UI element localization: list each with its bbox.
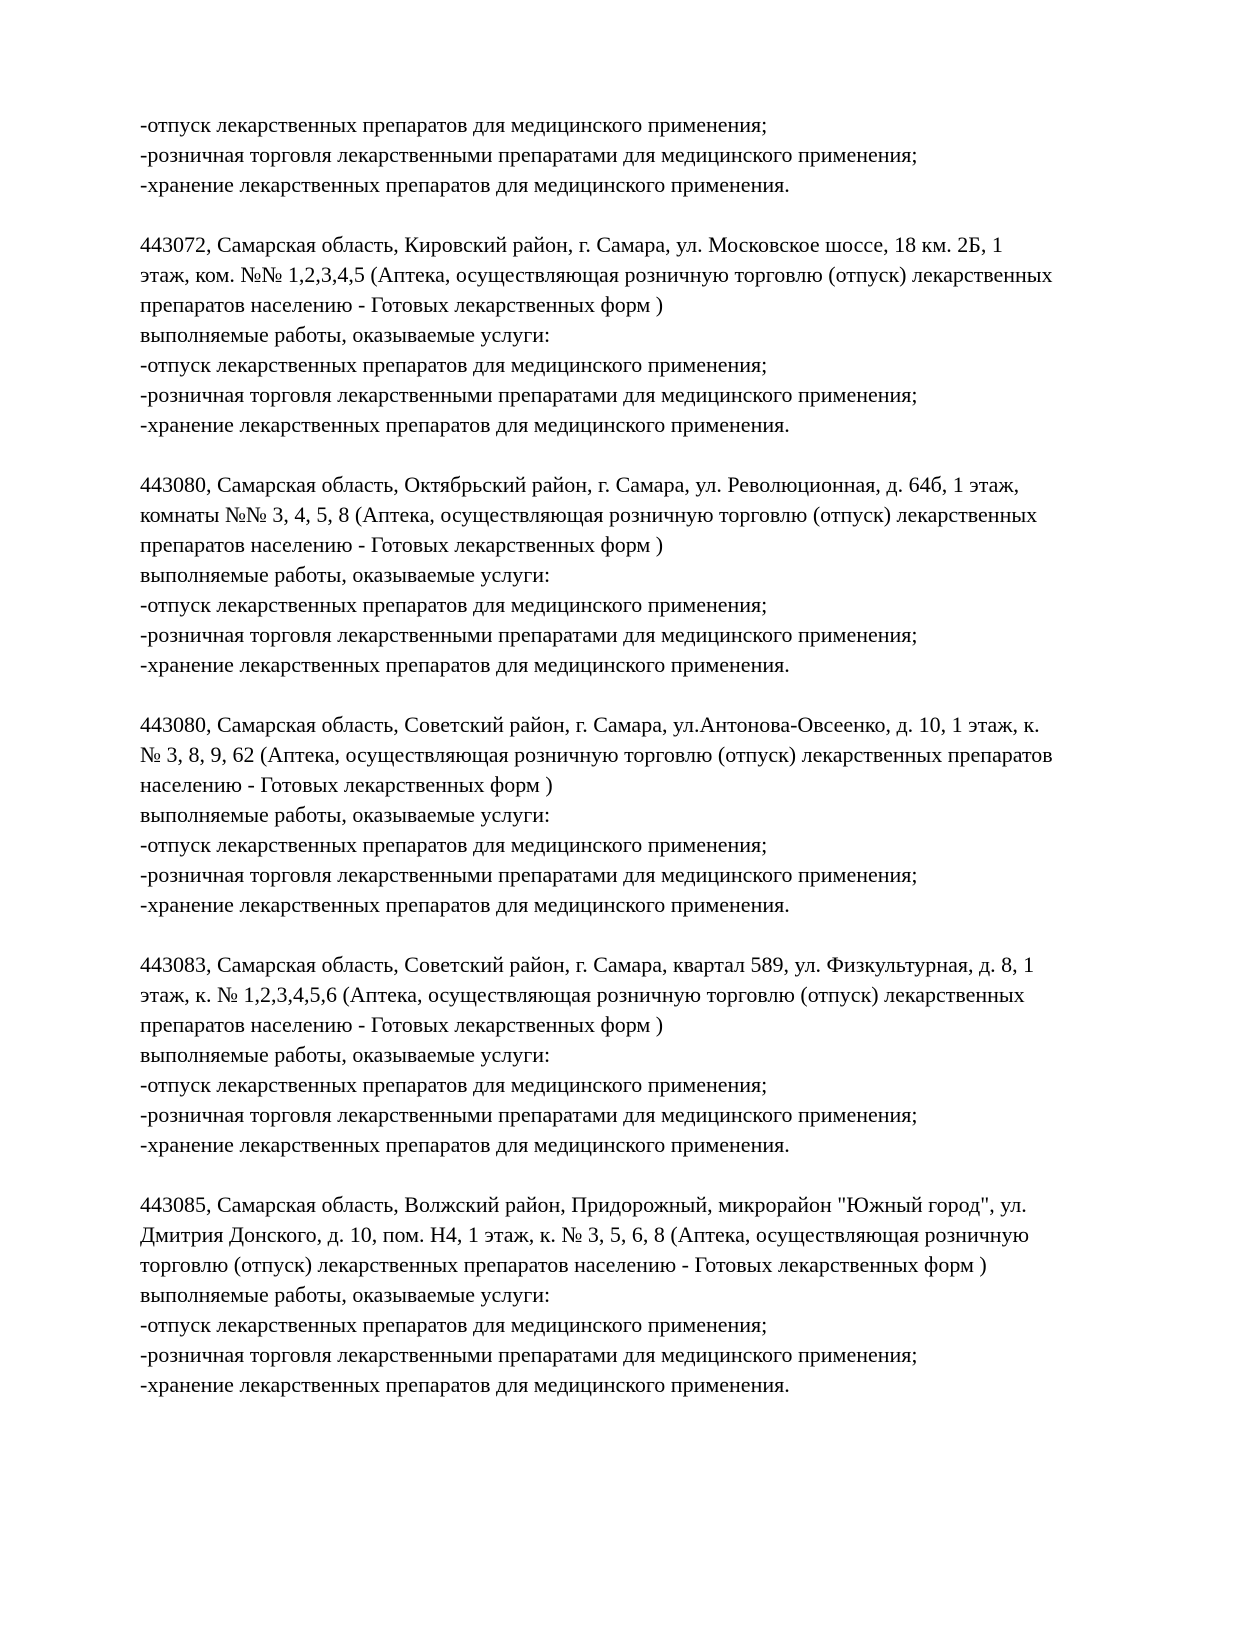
address-line: этаж, ком. №№ 1,2,3,4,5 (Аптека, осуществляющая розничную торговлю (отпуск) лекарственных [140, 262, 1053, 287]
services-header: выполняемые работы, оказываемые услуги: [140, 802, 551, 827]
activity-line: -отпуск лекарственных препаратов для медицинского применения; [140, 1072, 768, 1097]
address-line: № 3, 8, 9, 62 (Аптека, осуществляющая розничную торговлю (отпуск) лекарственных препаратов [140, 742, 1053, 767]
address-line: населению - Готовых лекарственных форм ) [140, 772, 553, 797]
license-entry-443085 [140, 1190, 1220, 1400]
license-entry-443083 [140, 950, 1220, 1160]
activity-line: -отпуск лекарственных препаратов для медицинского применения; [140, 1312, 768, 1337]
address-line: 443085, Самарская область, Волжский район, Придорожный, микрорайон "Южный город", ул. [140, 1192, 1027, 1217]
license-entry-443080-oktyabrsky [140, 470, 1220, 680]
activity-line: -отпуск лекарственных препаратов для медицинского применения; [140, 592, 768, 617]
activity-line: -хранение лекарственных препаратов для медицинского применения. [140, 1372, 790, 1397]
activity-line: -хранение лекарственных препаратов для медицинского применения. [140, 652, 790, 677]
address-line: комнаты №№ 3, 4, 5, 8 (Аптека, осуществляющая розничную торговлю (отпуск) лекарственных [140, 502, 1038, 527]
address-line: торговлю (отпуск) лекарственных препаратов населению - Готовых лекарственных форм ) [140, 1252, 987, 1277]
activity-line: -хранение лекарственных препаратов для медицинского применения. [140, 1132, 790, 1157]
address-line: 443080, Самарская область, Октябрьский район, г. Самара, ул. Революционная, д. 64б, 1 этаж, [140, 472, 1020, 497]
address-line: 443080, Самарская область, Советский район, г. Самара, ул.Антонова-Овсеенко, д. 10, 1 этаж, к. [140, 712, 1040, 737]
activity-line: -отпуск лекарственных препаратов для медицинского применения; [140, 832, 768, 857]
activity-line: -хранение лекарственных препаратов для медицинского применения. [140, 412, 790, 437]
services-header: выполняемые работы, оказываемые услуги: [140, 562, 551, 587]
address-line: 443072, Самарская область, Кировский район, г. Самара, ул. Московское шоссе, 18 км. 2Б, 1 [140, 232, 1003, 257]
address-line: этаж, к. № 1,2,3,4,5,6 (Аптека, осуществляющая розничную торговлю (отпуск) лекарственных [140, 982, 1025, 1007]
address-line: препаратов населению - Готовых лекарственных форм ) [140, 292, 664, 317]
activity-line: -розничная торговля лекарственными препаратами для медицинского применения; [140, 382, 918, 407]
activity-line: -хранение лекарственных препаратов для медицинского применения. [140, 172, 790, 197]
address-line: Дмитрия Донского, д. 10, пом. Н4, 1 этаж, к. № 3, 5, 6, 8 (Аптека, осуществляющая розничную [140, 1222, 1030, 1247]
activity-line: -розничная торговля лекарственными препаратами для медицинского применения; [140, 1342, 918, 1367]
activity-line: -отпуск лекарственных препаратов для медицинского применения; [140, 112, 768, 137]
address-line: препаратов населению - Готовых лекарственных форм ) [140, 1012, 664, 1037]
activity-line: -розничная торговля лекарственными препаратами для медицинского применения; [140, 1102, 918, 1127]
services-continuation-block [140, 110, 1220, 200]
activity-line: -отпуск лекарственных препаратов для медицинского применения; [140, 352, 768, 377]
document-page [140, 110, 1220, 1400]
activity-line: -розничная торговля лекарственными препаратами для медицинского применения; [140, 862, 918, 887]
activity-line: -хранение лекарственных препаратов для медицинского применения. [140, 892, 790, 917]
services-header: выполняемые работы, оказываемые услуги: [140, 1042, 551, 1067]
services-header: выполняемые работы, оказываемые услуги: [140, 1282, 551, 1307]
activity-line: -розничная торговля лекарственными препаратами для медицинского применения; [140, 142, 918, 167]
activity-line: -розничная торговля лекарственными препаратами для медицинского применения; [140, 622, 918, 647]
license-entry-443072 [140, 230, 1220, 440]
address-line: препаратов населению - Готовых лекарственных форм ) [140, 532, 664, 557]
address-line: 443083, Самарская область, Советский район, г. Самара, квартал 589, ул. Физкультурная, д. 8, 1 [140, 952, 1035, 977]
services-header: выполняемые работы, оказываемые услуги: [140, 322, 551, 347]
license-entry-443080-sovetsky [140, 710, 1220, 920]
